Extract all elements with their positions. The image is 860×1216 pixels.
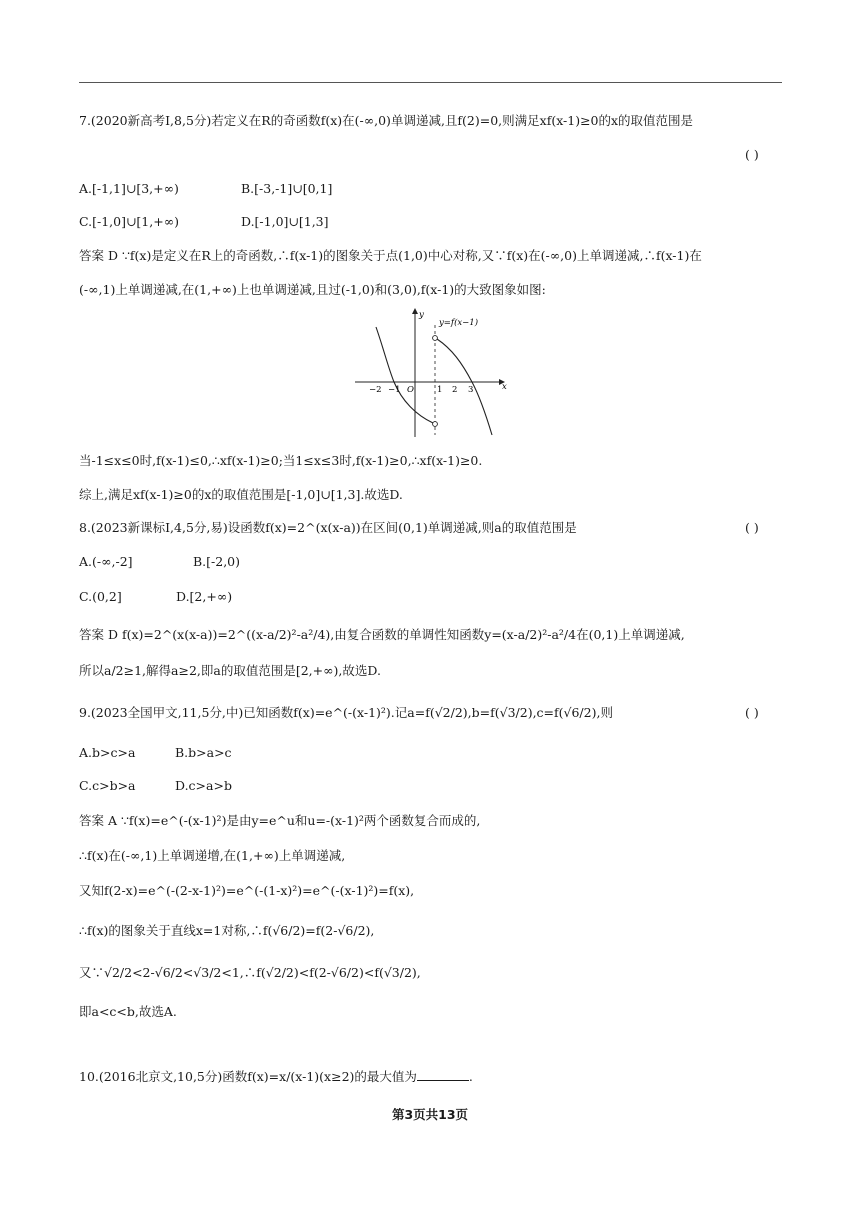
- q9-answer-line-3: 又知f(2-x)=e^(-(2-x-1)²)=e^(-(1-x)²)=e^(-(x-1)²)=f(x),: [79, 883, 415, 898]
- y-axis-arrow-icon: [412, 308, 418, 314]
- open-point-lower: [433, 422, 438, 427]
- open-point-upper: [433, 336, 438, 341]
- tick-label-neg1: −1: [388, 385, 401, 395]
- q7-option-c: C.[-1,0]∪[1,+∞): [79, 214, 179, 229]
- q9-answer-line-1: 答案 A ∵f(x)=e^(-(x-1)²)是由y=e^u和u=-(x-1)²两个函数复合而成的,: [79, 813, 481, 828]
- q8-answer-paren: ( ): [745, 520, 759, 535]
- q9-answer-line-6: 即a<c<b,故选A.: [79, 1004, 177, 1019]
- q10-stem: 10.(2016北京文,10,5分)函数f(x)=x/(x-1)(x≥2)的最大值为: [79, 1069, 417, 1084]
- q7-option-d: D.[-1,0]∪[1,3]: [241, 214, 329, 229]
- q10-stem-tail: .: [468, 1069, 473, 1084]
- curve-label: y=f(x−1): [439, 318, 479, 328]
- q8-stem: 8.(2023新课标Ⅰ,4,5分,易)设函数f(x)=2^(x(x-a))在区间(0,1)单调递减,则a的取值范围是: [79, 520, 577, 535]
- curve-left-branch: [376, 327, 433, 423]
- q9-option-c: C.c>b>a: [79, 778, 136, 793]
- curve-right-branch: [437, 339, 492, 435]
- q7-function-graph: [350, 305, 515, 440]
- q7-option-a: A.[-1,1]∪[3,+∞): [79, 181, 179, 196]
- q7-solution-line-3: 当-1≤x≤0时,f(x-1)≤0,∴xf(x-1)≥0;当1≤x≤3时,f(x-1)≥0,∴xf(x-1)≥0.: [79, 453, 483, 468]
- q7-answer-paren: ( ): [745, 147, 759, 162]
- q8-option-c: C.(0,2]: [79, 589, 122, 604]
- q10-answer-blank[interactable]: [417, 1068, 469, 1081]
- q8-answer-line-2: 所以a/2≥1,解得a≥2,即a的取值范围是[2,+∞),故选D.: [79, 663, 381, 678]
- q7-stem: 7.(2020新高考Ⅰ,8,5分)若定义在R的奇函数f(x)在(-∞,0)单调递减,且f(2)=0,则满足xf(x-1)≥0的x的取值范围是: [79, 113, 694, 128]
- x-axis-label: x: [502, 382, 507, 392]
- q8-answer-line-1: 答案 D f(x)=2^(x(x-a))=2^((x-a/2)²-a²/4),由复合函数的单调性知函数y=(x-a/2)²-a²/4在(0,1)上单调递减,: [79, 627, 685, 642]
- q8-option-a: A.(-∞,-2]: [79, 554, 133, 569]
- tick-label-neg2: −2: [369, 385, 382, 395]
- q9-option-a: A.b>c>a: [79, 745, 136, 760]
- y-axis-label: y: [419, 310, 424, 320]
- q9-answer-line-2: ∴f(x)在(-∞,1)上单调递增,在(1,+∞)上单调递减,: [79, 848, 346, 863]
- q7-answer-line-2: (-∞,1)上单调递减,在(1,+∞)上也单调递减,且过(-1,0)和(3,0),f(x-1)的大致图象如图:: [79, 282, 546, 297]
- origin-label: O: [407, 385, 414, 395]
- q8-option-b: B.[-2,0): [193, 554, 241, 569]
- q9-stem: 9.(2023全国甲文,11,5分,中)已知函数f(x)=e^(-(x-1)²).记a=f(√2/2),b=f(√3/2),c=f(√6/2),则: [79, 705, 613, 720]
- q9-answer-paren: ( ): [745, 705, 759, 720]
- q7-solution-line-4: 综上,满足xf(x-1)≥0的x的取值范围是[-1,0]∪[1,3].故选D.: [79, 487, 403, 502]
- q7-answer-line-1: 答案 D ∵f(x)是定义在R上的奇函数,∴f(x-1)的图象关于点(1,0)中心对称,又∵f(x)在(-∞,0)上单调递减,∴f(x-1)在: [79, 248, 702, 263]
- header-rule: [79, 82, 782, 83]
- tick-label-2: 2: [452, 385, 458, 395]
- q9-answer-line-4: ∴f(x)的图象关于直线x=1对称,∴f(√6/2)=f(2-√6/2),: [79, 923, 375, 938]
- q7-option-b: B.[-3,-1]∪[0,1]: [241, 181, 333, 196]
- q9-option-d: D.c>a>b: [175, 778, 232, 793]
- q9-answer-line-5: 又∵√2/2<2-√6/2<√3/2<1,∴f(√2/2)<f(2-√6/2)<f(√3/2),: [79, 965, 421, 980]
- tick-label-1: 1: [437, 385, 443, 395]
- q10-stem-line: [79, 1068, 473, 1086]
- tick-label-3: 3: [468, 385, 474, 395]
- q9-option-b: B.b>a>c: [175, 745, 232, 760]
- page-footer: 第3页共13页: [391, 1107, 469, 1122]
- q8-option-d: D.[2,+∞): [176, 589, 233, 604]
